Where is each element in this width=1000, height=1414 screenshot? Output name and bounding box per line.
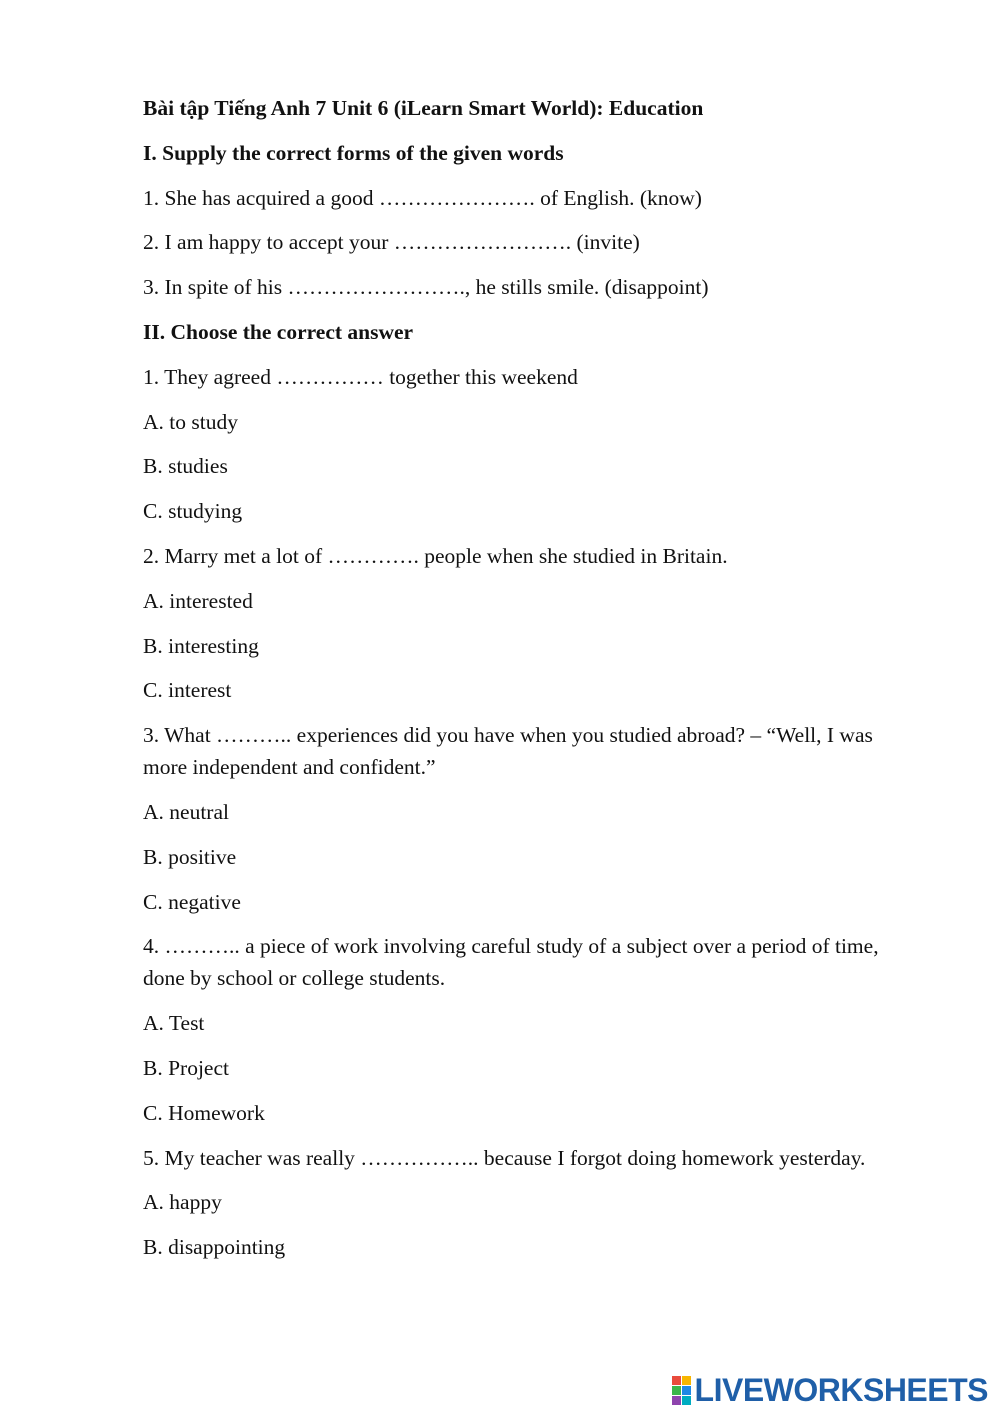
- answer-option: C. studying: [143, 499, 243, 524]
- question-text: 1. They agreed …………… together this weekend: [143, 364, 578, 389]
- liveworksheets-logo: [672, 1372, 988, 1408]
- answer-option: B. studies: [143, 454, 228, 479]
- answer-option: C. negative: [143, 889, 241, 914]
- section1-heading: I. Supply the correct forms of the given words: [143, 140, 564, 165]
- section1-item: 2. I am happy to accept your ……………………. (invite): [143, 230, 640, 255]
- question-text: 4. ……….. a piece of work involving careful study of a subject over a period of time, done by school or college students.: [143, 934, 879, 991]
- document-title: Bài tập Tiếng Anh 7 Unit 6 (iLearn Smart World): Education: [143, 96, 704, 120]
- section1-item: 1. She has acquired a good …………………. of English. (know): [143, 185, 702, 210]
- answer-option: C. Homework: [143, 1100, 265, 1125]
- worksheet-page: [143, 92, 908, 1276]
- question-text: 5. My teacher was really …………….. because I forgot doing homework yesterday.: [143, 1145, 866, 1170]
- logo-text: LIVEWORKSHEETS: [694, 1371, 988, 1408]
- section2-heading: II. Choose the correct answer: [143, 319, 414, 344]
- question-text: 3. What ……….. experiences did you have when you studied abroad? – “Well, I was more independent and confident.”: [143, 723, 873, 780]
- answer-option: A. Test: [143, 1011, 205, 1036]
- section1-item: 3. In spite of his ……………………., he stills smile. (disappoint): [143, 275, 709, 300]
- logo-mark-cell: [682, 1386, 691, 1395]
- answer-option: A. to study: [143, 409, 238, 434]
- logo-mark-cell: [682, 1376, 691, 1385]
- liveworksheets-logo-icon: [672, 1376, 691, 1405]
- answer-option: A. interested: [143, 588, 253, 613]
- answer-option: B. disappointing: [143, 1235, 286, 1260]
- answer-option: A. happy: [143, 1190, 222, 1215]
- answer-option: B. interesting: [143, 633, 259, 658]
- answer-option: A. neutral: [143, 799, 229, 824]
- logo-mark-cell: [672, 1386, 681, 1395]
- question-text: 2. Marry met a lot of …………. people when she studied in Britain.: [143, 543, 728, 568]
- answer-option: B. positive: [143, 844, 237, 869]
- logo-mark-cell: [672, 1396, 681, 1405]
- answer-option: B. Project: [143, 1055, 229, 1080]
- logo-mark-cell: [672, 1376, 681, 1385]
- logo-mark-cell: [682, 1396, 691, 1405]
- answer-option: C. interest: [143, 678, 232, 703]
